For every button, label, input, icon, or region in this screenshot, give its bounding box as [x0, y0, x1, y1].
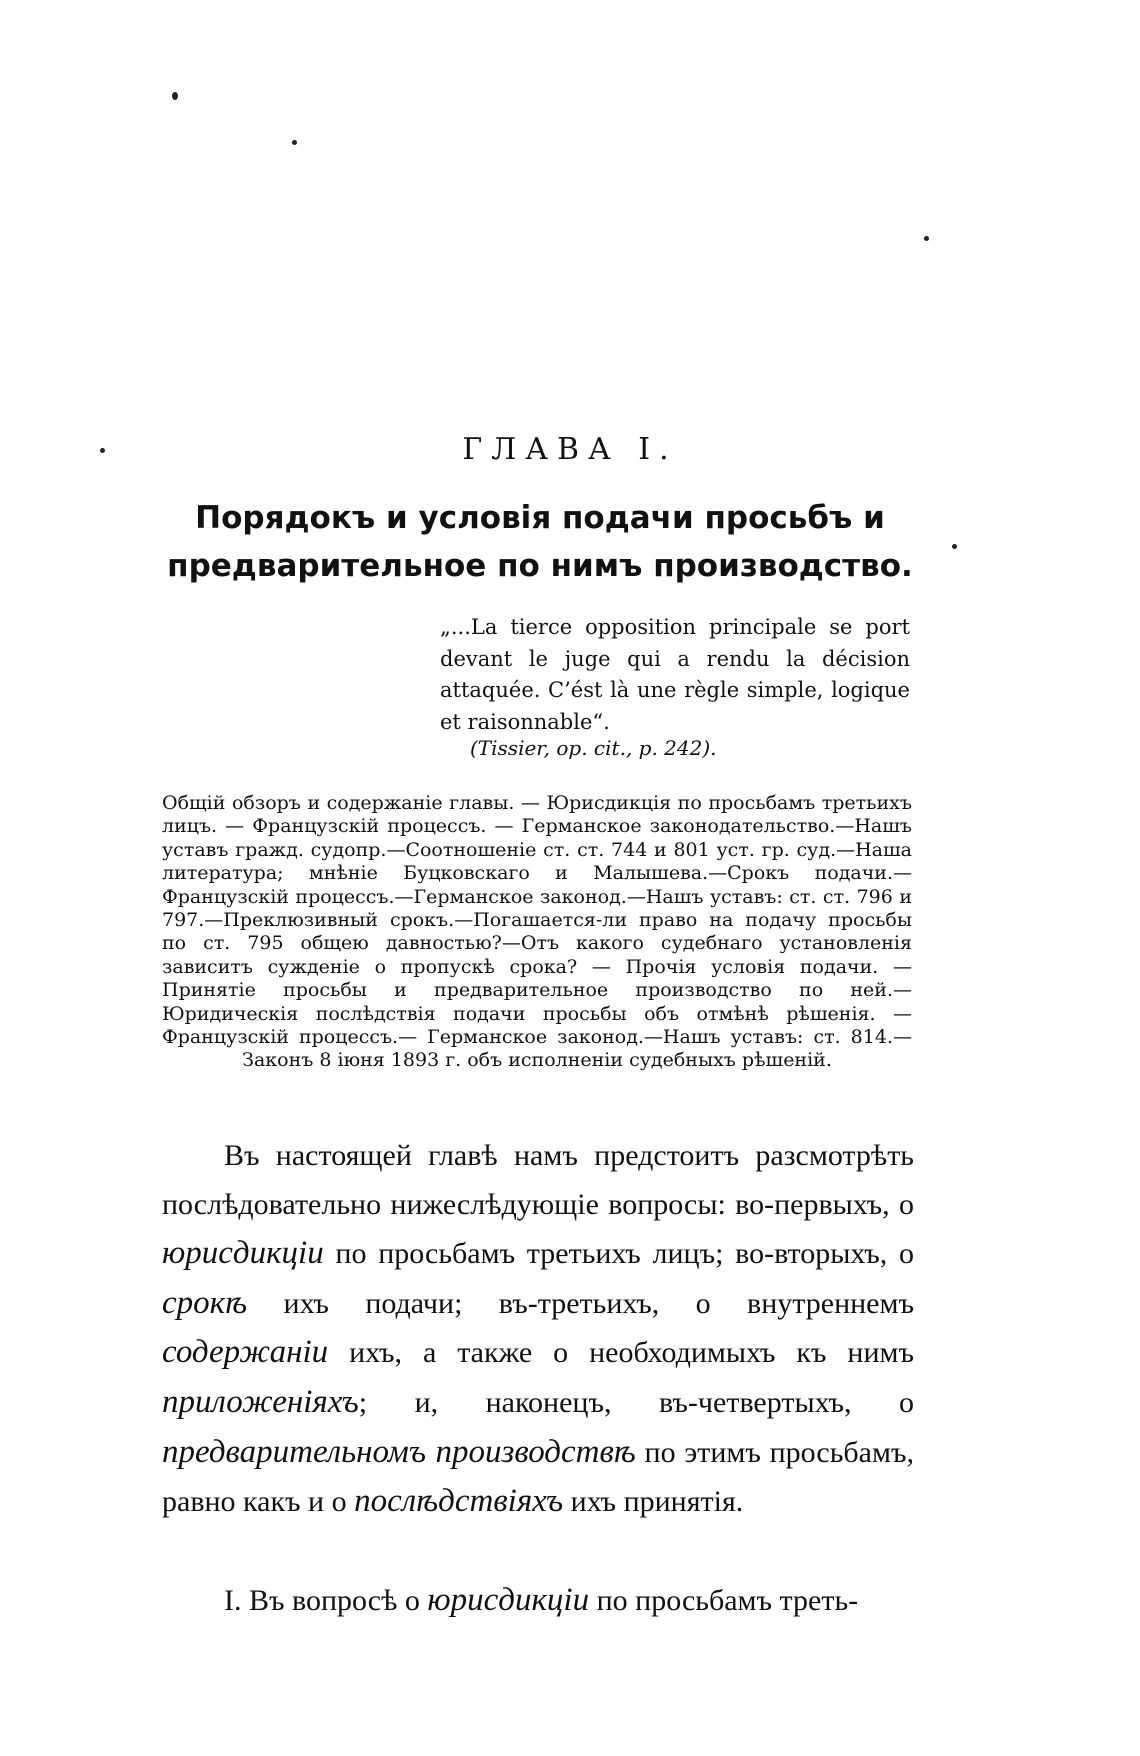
- emphasized-term: юрисдикціи: [427, 1582, 590, 1618]
- emphasized-term: юрисдикціи: [162, 1235, 324, 1272]
- paragraph-text: I. Въ вопросѣ о: [224, 1584, 428, 1617]
- chapter-heading: Порядокъ и условія подачи просьбъ и предварительное по нимъ производство.: [167, 500, 913, 584]
- emphasized-term: предварительномъ производствѣ: [162, 1433, 636, 1470]
- paragraph-text: Въ настоящей главѣ намъ предстоитъ разсмотрѣть послѣдовательно нижеслѣдующіе вопросы: во-первыхъ, о: [162, 1139, 914, 1221]
- scan-speck: [172, 92, 178, 100]
- paragraph-text: ихъ принятія.: [563, 1485, 744, 1519]
- epigraph-citation: (Tissier, op. cit., p. 242).: [470, 736, 717, 760]
- epigraph-quote: „...La tierce opposition principale se port devant le juge qui a rendu la décision attaquée. C’ést là une règle simple, logique et raisonnable“.: [440, 615, 910, 734]
- paragraph-text: ихъ подачи; въ-третьихъ, о внутреннемъ: [247, 1286, 914, 1320]
- scan-speck: [952, 544, 957, 549]
- emphasized-term: приложеніяхъ: [162, 1383, 359, 1420]
- chapter-title: ГЛАВА I.: [462, 432, 678, 467]
- emphasized-term: содержаніи: [162, 1334, 329, 1371]
- scan-speck: [924, 236, 929, 241]
- body-paragraph: [162, 1132, 914, 1527]
- paragraph-text: ; и, наконецъ, въ-четвертыхъ, о: [358, 1385, 914, 1419]
- paragraph-text: по просьбамъ треть-: [589, 1584, 859, 1617]
- paragraph-text: ихъ, а также о необходимыхъ къ нимъ: [328, 1336, 914, 1370]
- paragraph-text: по просьбамъ третьихъ лицъ; во-вторыхъ, о: [323, 1237, 914, 1271]
- body-paragraph: [162, 1576, 914, 1626]
- emphasized-term: срокѣ: [162, 1284, 248, 1321]
- paragraph-text: по этимъ просьбамъ, равно какъ и о: [162, 1435, 914, 1519]
- scan-speck: [292, 140, 297, 145]
- chapter-summary: Общій обзоръ и содержаніе главы. — Юрисдикція по просьбамъ третьихъ лицъ. — Французскій процессъ. — Германское законодательство.—Нашъ уставъ гражд. судопр.—Соотношеніе ст. ст. 744 и 801 уст. гр. суд.—Наша литература; мнѣніе Буцковскаго и Малышева.—Срокъ подачи.—Французскій процессъ.—Германское законод.—Нашъ уставъ: ст. ст. 796 и 797.—Преклюзивный срокъ.—Погашается-ли право на подачу просьбы по ст. 795 общею давностью?—Отъ какого судебнаго установленія зависитъ сужденіе о пропускѣ срока? — Прочія условія подачи. — Принятіе просьбы и предварительное производство по ней.—Юридическія послѣдствія подачи просьбы объ отмѣнѣ рѣшенія. — Французскій процессъ.— Германское законод.—Нашъ уставъ: ст. 814.—Законъ 8 іюня 1893 г. объ исполненіи судебныхъ рѣшеній.: [162, 792, 912, 1072]
- emphasized-term: послѣдствіяхъ: [354, 1483, 564, 1520]
